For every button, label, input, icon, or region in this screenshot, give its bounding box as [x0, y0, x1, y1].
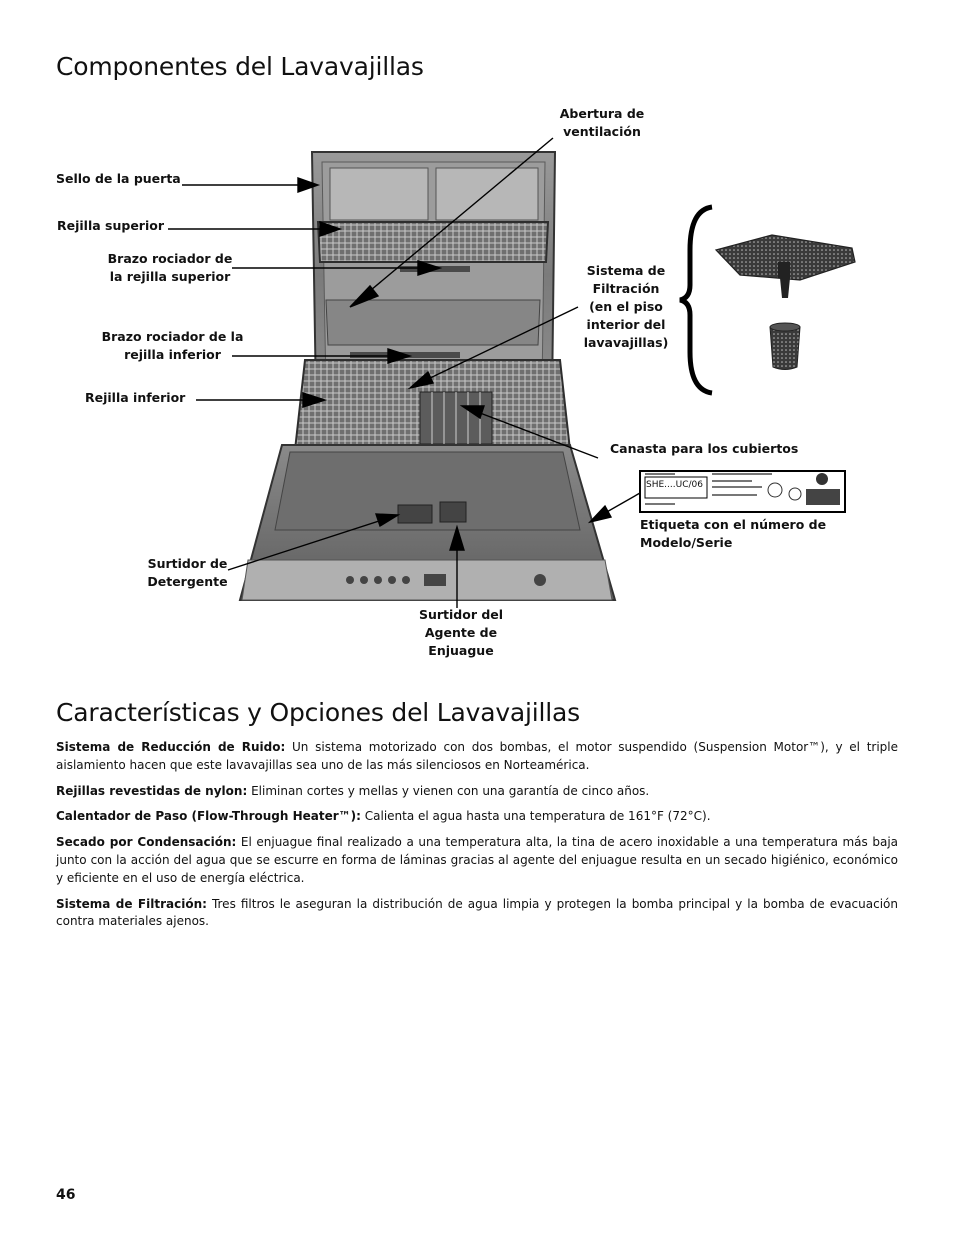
filter-detail [680, 207, 855, 393]
label-cutlery-basket: Canasta para los cubiertos [610, 441, 799, 456]
label-model-serial: Etiqueta con el número de Modelo/Serie [640, 517, 827, 550]
page-number: 46 [56, 1187, 76, 1203]
feature-item [56, 739, 898, 775]
label-door-seal: Sello de la puerta [56, 171, 181, 186]
feature-text: Eliminan cortes y mellas y vienen con una garantía de cinco años. [247, 783, 650, 798]
label-upper-spray-arm: Brazo rociador de la rejilla superior [107, 251, 233, 284]
feature-text: Un sistema motorizado con dos bombas, el motor suspendido (Suspension Motor™), y el triple aislamiento hacen que este lavavajillas sea uno de las más silenciosos en Norteamérica. [56, 740, 898, 772]
feature-term: Calentador de Paso (Flow-Through Heater™): [56, 809, 361, 824]
rating-plate [640, 471, 845, 512]
feature-text: Tres filtros le aseguran la distribución de agua limpia y protegen la bomba principal y la bomba de evacuación contra materiales ajenos. [56, 896, 898, 929]
feature-text: El enjuague final realizado a una temperatura alta, la tina de acero inoxidable a una temperatura más baja junto con la acción del agua que se escurre en forma de láminas gracias al agente del enjuague resulta en un secado higiénico, económico y eficiente en el uso de energía eléctrica. [56, 835, 899, 885]
section-title-features: Características y Opciones del Lavavajillas [56, 698, 580, 727]
section-title-components: Componentes del Lavavajillas [56, 52, 424, 81]
label-lower-rack: Rejilla inferior [85, 390, 186, 405]
label-vent: Abertura de ventilación [559, 106, 645, 139]
feature-term: Sistema de Reducción de Ruido: [56, 740, 286, 754]
label-rinse-agent-dispenser: Surtidor del Agente de Enjuague [418, 607, 504, 658]
feature-item [56, 896, 898, 932]
label-detergent-dispenser: Surtidor de Detergente [147, 556, 228, 589]
label-upper-rack: Rejilla superior [57, 218, 164, 233]
label-lower-spray-arm: Brazo rociador de la rejilla inferior [101, 329, 244, 362]
feature-term: Rejillas revestidas de nylon: [56, 783, 248, 798]
rating-plate-model: SHE....UC/06 [646, 480, 703, 490]
feature-item [56, 783, 898, 801]
label-filter-system: Sistema de Filtración (en el piso interior del lavavajillas) [583, 263, 669, 350]
feature-item [56, 808, 898, 826]
features-list [56, 739, 898, 939]
feature-text: Calienta el agua hasta una temperatura de 161°F (72°C). [360, 809, 711, 824]
feature-term: Sistema de Filtración: [56, 896, 207, 911]
feature-term: Secado por Condensación: [56, 835, 237, 850]
feature-item [56, 834, 898, 887]
